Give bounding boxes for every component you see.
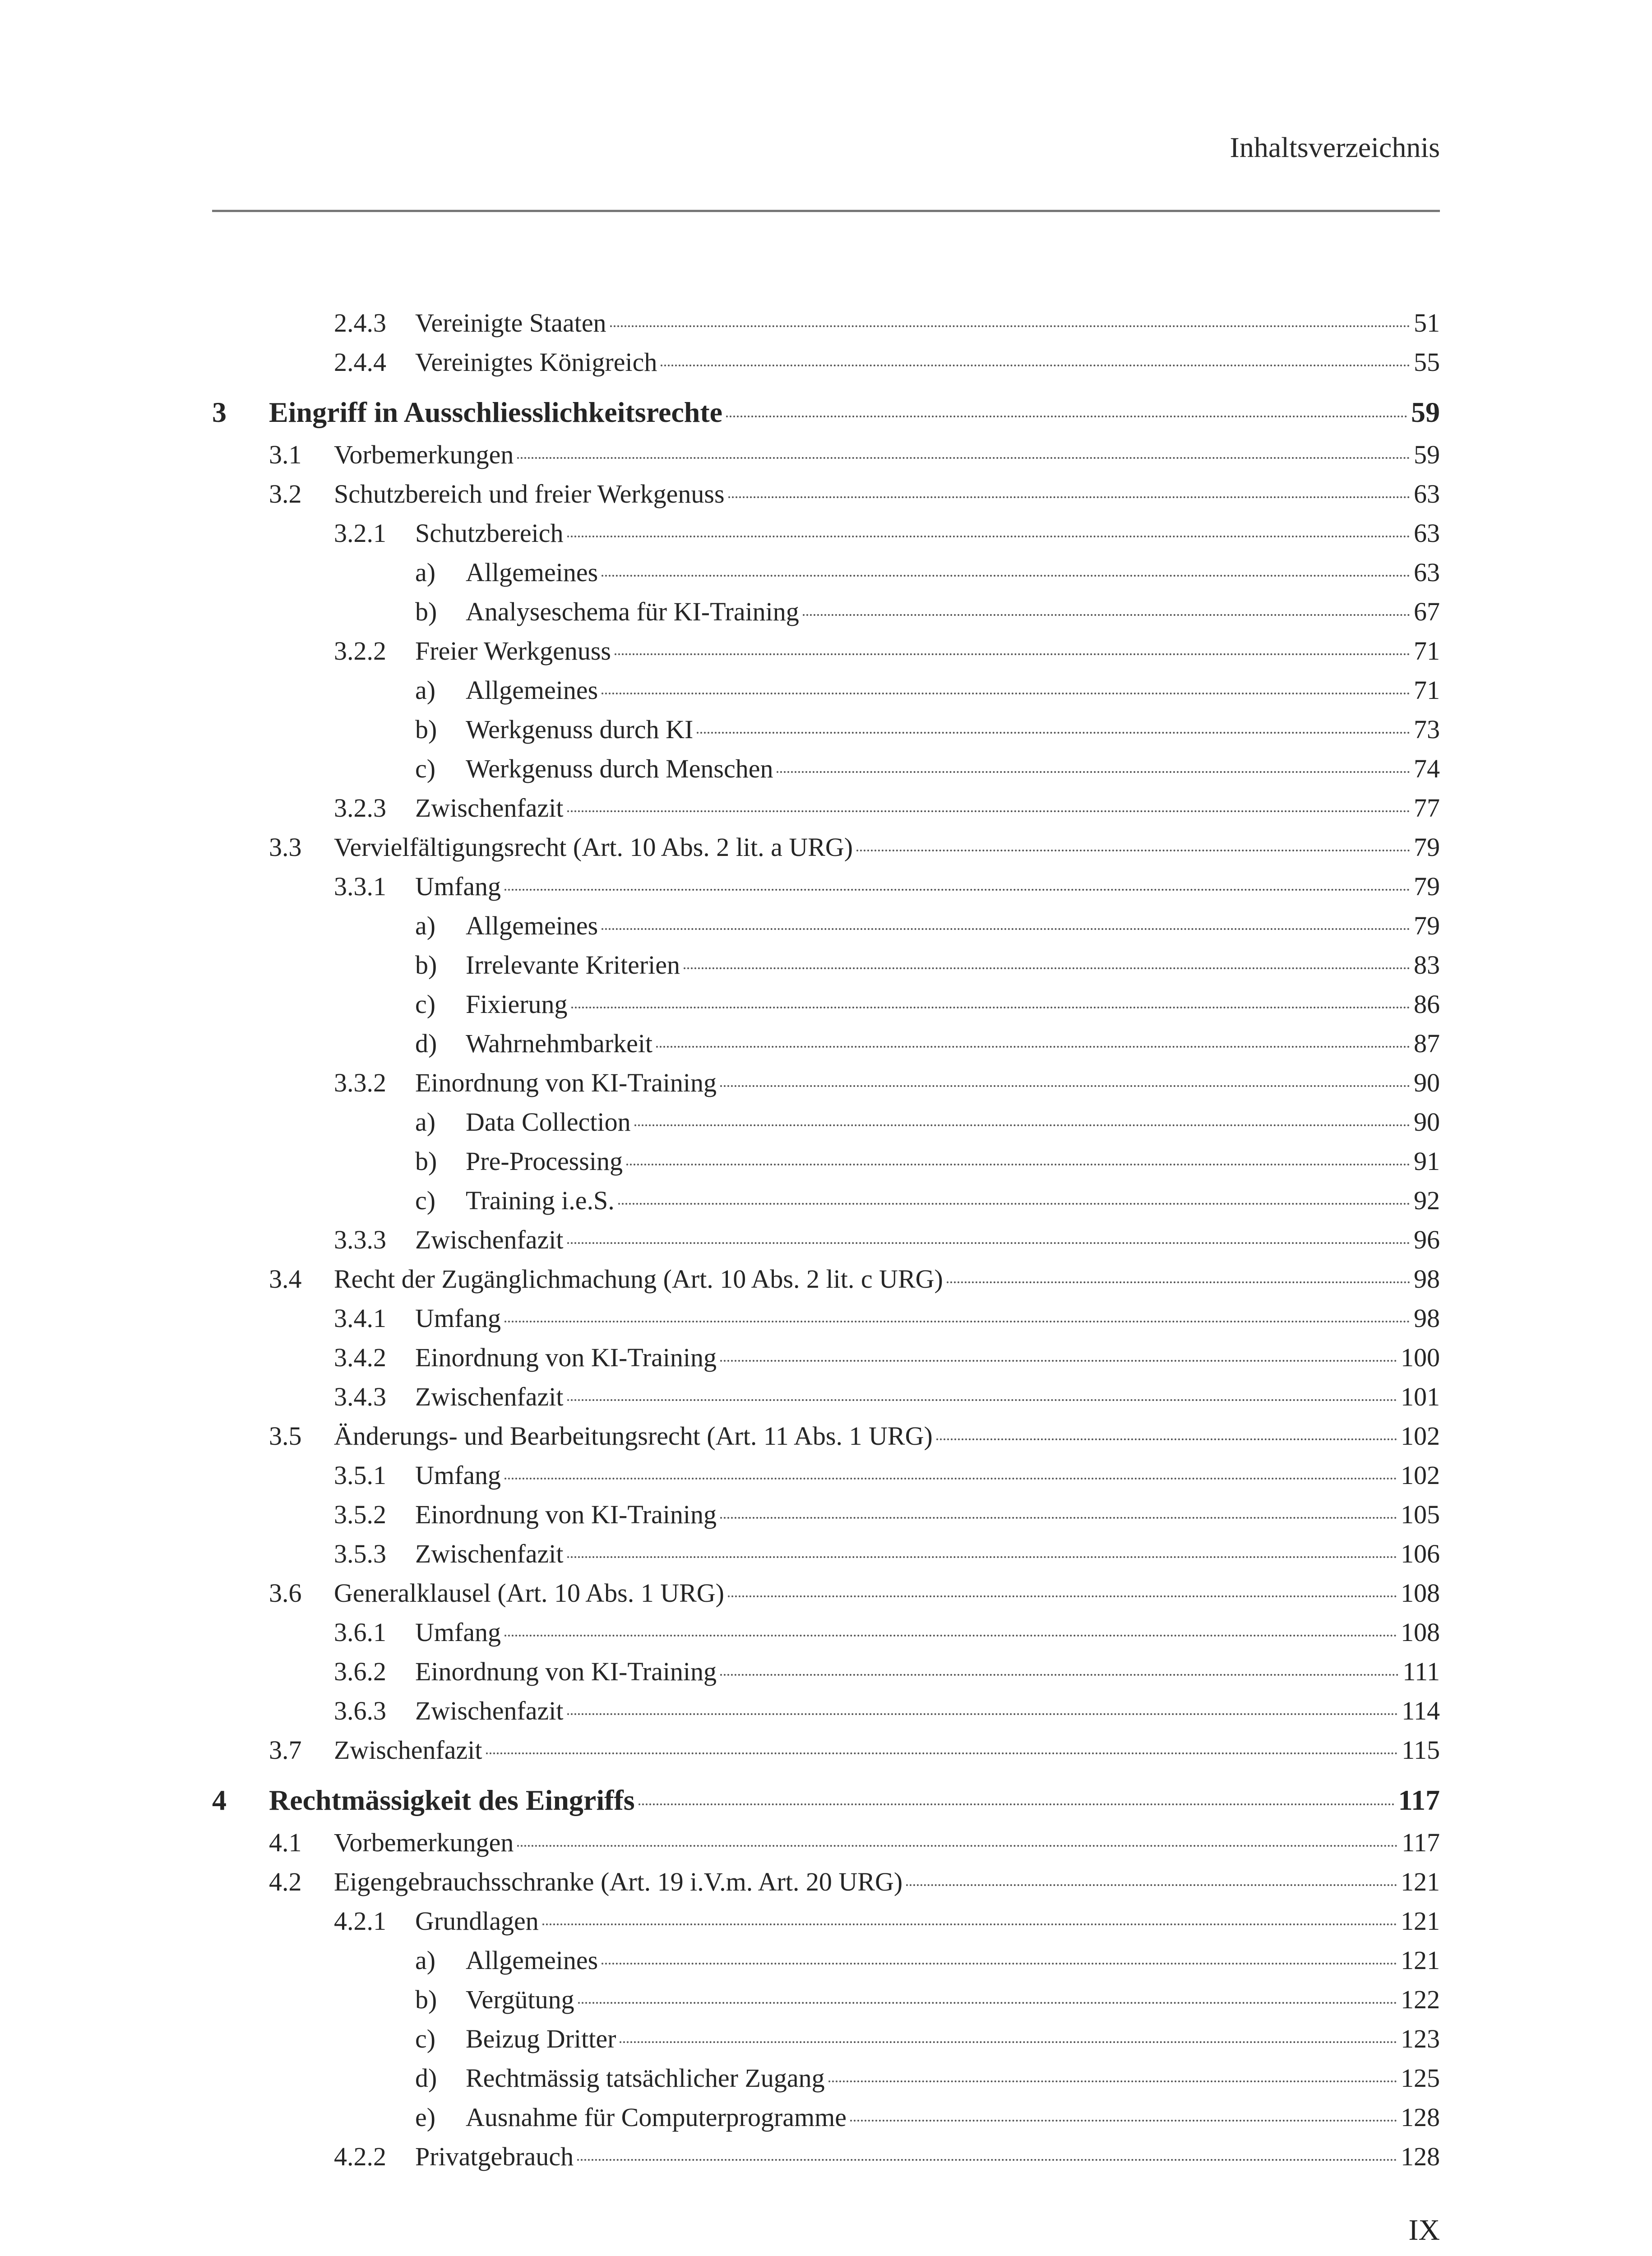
toc-entry-number: 3.4.2 xyxy=(334,1343,386,1372)
toc-entry[interactable] xyxy=(212,1941,1440,1980)
toc-entry-number: 3.3.3 xyxy=(334,1225,386,1254)
toc-entry-number: b) xyxy=(415,1985,437,2014)
toc-entry-title: Schutzbereich xyxy=(415,518,564,548)
toc-entry-number: a) xyxy=(415,1946,436,1975)
toc-entry[interactable] xyxy=(212,1220,1440,1259)
toc-entry[interactable] xyxy=(212,553,1440,592)
toc-entry-number: a) xyxy=(415,675,436,705)
toc-entry-title: Zwischenfazit xyxy=(415,1696,564,1725)
dot-leader xyxy=(618,1203,1410,1205)
dot-leader xyxy=(626,1164,1410,1165)
toc-entry[interactable] xyxy=(212,1534,1440,1573)
toc-entry-number: 4.2.2 xyxy=(334,2142,386,2171)
header-divider xyxy=(212,210,1440,212)
toc-entry-page: 71 xyxy=(1414,636,1440,666)
toc-entry[interactable] xyxy=(212,1456,1440,1495)
dot-leader xyxy=(517,1845,1398,1847)
toc-entry[interactable] xyxy=(212,1416,1440,1456)
toc-entry-number: b) xyxy=(415,597,437,626)
dot-leader xyxy=(517,457,1410,459)
toc-entry-number: 3.5.2 xyxy=(334,1500,386,1529)
toc-entry-title: Werkgenuss durch KI xyxy=(466,715,694,744)
dot-leader xyxy=(578,2002,1397,2004)
toc-entry-number: 3.4.3 xyxy=(334,1382,386,1411)
toc-entry[interactable] xyxy=(212,788,1440,828)
toc-entry[interactable] xyxy=(212,1862,1440,1901)
toc-entry[interactable] xyxy=(212,749,1440,788)
toc-entry-title: Umfang xyxy=(415,1461,501,1490)
toc-entry-title: Analyseschema für KI-Training xyxy=(466,597,799,626)
toc-entry-title: Zwischenfazit xyxy=(334,1735,482,1765)
toc-entry[interactable] xyxy=(212,592,1440,631)
toc-entry-number: 3.3 xyxy=(269,832,302,862)
toc-entry-title: Rechtmässigkeit des Eingriffs xyxy=(269,1784,635,1816)
toc-entry[interactable] xyxy=(212,945,1440,985)
dot-leader xyxy=(720,1674,1399,1676)
toc-entry-page: 101 xyxy=(1401,1382,1440,1411)
toc-entry-page: 73 xyxy=(1414,715,1440,744)
toc-entry-title: Beizug Dritter xyxy=(466,2024,616,2053)
dot-leader xyxy=(639,1803,1395,1805)
toc-entry-title: Änderungs- und Bearbeitungsrecht (Art. 11 Abs. 1 URG) xyxy=(334,1421,933,1451)
toc-entry-page: 98 xyxy=(1414,1304,1440,1333)
toc-entry-title: Ausnahme für Computerprogramme xyxy=(466,2103,847,2132)
dot-leader xyxy=(634,1124,1410,1126)
toc-entry-number: 3.5 xyxy=(269,1421,302,1451)
toc-entry-title: Data Collection xyxy=(466,1107,631,1137)
table-of-contents xyxy=(212,303,1440,2176)
toc-entry[interactable] xyxy=(212,906,1440,945)
toc-entry-title: Eingriff in Ausschliesslichkeitsrechte xyxy=(269,396,723,428)
toc-entry-number: 3.2 xyxy=(269,479,302,509)
toc-entry-number: a) xyxy=(415,558,436,587)
dot-leader xyxy=(504,889,1410,891)
dot-leader xyxy=(856,850,1410,851)
dot-leader xyxy=(728,496,1410,498)
toc-entry-page: 108 xyxy=(1401,1618,1440,1647)
toc-entry-title: Einordnung von KI-Training xyxy=(415,1657,717,1686)
toc-entry-title: Fixierung xyxy=(466,989,568,1019)
toc-entry-page: 114 xyxy=(1402,1696,1440,1725)
dot-leader xyxy=(720,1517,1397,1519)
toc-entry[interactable] xyxy=(212,1338,1440,1377)
toc-entry-title: Einordnung von KI-Training xyxy=(415,1068,717,1097)
toc-entry-page: 128 xyxy=(1401,2103,1440,2132)
toc-entry[interactable] xyxy=(212,1142,1440,1181)
toc-entry-page: 117 xyxy=(1398,1784,1440,1816)
toc-entry-title: Zwischenfazit xyxy=(415,1225,564,1254)
dot-leader xyxy=(567,536,1410,537)
toc-entry-title: Allgemeines xyxy=(466,675,598,705)
toc-entry-number: 3.5.1 xyxy=(334,1461,386,1490)
toc-entry-number: 3.2.2 xyxy=(334,636,386,666)
toc-entry[interactable] xyxy=(212,867,1440,906)
toc-entry-title: Allgemeines xyxy=(466,1946,598,1975)
dot-leader xyxy=(602,1963,1397,1965)
toc-entry[interactable] xyxy=(212,435,1440,474)
toc-entry-number: 3.6.1 xyxy=(334,1618,386,1647)
toc-entry[interactable] xyxy=(212,670,1440,710)
toc-entry-number: 3.4 xyxy=(269,1264,302,1294)
toc-entry-page: 115 xyxy=(1402,1735,1440,1765)
toc-entry-title: Generalklausel (Art. 10 Abs. 1 URG) xyxy=(334,1578,724,1608)
toc-entry[interactable] xyxy=(212,1063,1440,1102)
dot-leader xyxy=(567,1242,1410,1244)
dot-leader xyxy=(542,1923,1397,1925)
toc-entry[interactable] xyxy=(212,303,1440,342)
toc-entry-page: 100 xyxy=(1401,1343,1440,1372)
dot-leader xyxy=(684,967,1410,969)
toc-entry-page: 77 xyxy=(1414,793,1440,823)
toc-entry-page: 96 xyxy=(1414,1225,1440,1254)
toc-entry[interactable] xyxy=(212,2098,1440,2137)
toc-entry[interactable] xyxy=(212,710,1440,749)
toc-entry[interactable] xyxy=(212,1573,1440,1613)
toc-entry[interactable] xyxy=(212,2137,1440,2176)
dot-leader xyxy=(720,1085,1410,1087)
dot-leader xyxy=(615,653,1410,655)
dot-leader xyxy=(936,1438,1397,1440)
toc-entry-number: 3.2.3 xyxy=(334,793,386,823)
dot-leader xyxy=(697,732,1410,734)
toc-entry-title: Allgemeines xyxy=(466,911,598,940)
dot-leader xyxy=(602,693,1410,694)
toc-entry-title: Umfang xyxy=(415,1304,501,1333)
toc-entry-number: 3.4.1 xyxy=(334,1304,386,1333)
toc-entry-title: Schutzbereich und freier Werkgenuss xyxy=(334,479,725,509)
toc-entry-page: 121 xyxy=(1401,1946,1440,1975)
dot-leader xyxy=(777,771,1410,773)
toc-entry-number: 4.1 xyxy=(269,1828,302,1857)
toc-entry[interactable] xyxy=(212,2058,1440,2098)
toc-entry[interactable] xyxy=(212,985,1440,1024)
toc-entry-page: 79 xyxy=(1414,911,1440,940)
toc-entry-page: 117 xyxy=(1402,1828,1440,1857)
toc-entry-page: 59 xyxy=(1414,440,1440,469)
toc-entry-number: 3.2.1 xyxy=(334,518,386,548)
toc-entry[interactable] xyxy=(212,1613,1440,1652)
toc-entry-title: Zwischenfazit xyxy=(415,1539,564,1568)
toc-entry-title: Privatgebrauch xyxy=(415,2142,574,2171)
toc-entry-page: 108 xyxy=(1401,1578,1440,1608)
toc-entry[interactable] xyxy=(212,1102,1440,1142)
toc-entry[interactable] xyxy=(212,1495,1440,1534)
toc-entry-title: Einordnung von KI-Training xyxy=(415,1500,717,1529)
toc-entry-number: c) xyxy=(415,2024,436,2053)
running-header-title: Inhaltsverzeichnis xyxy=(1230,131,1440,163)
toc-entry-page: 121 xyxy=(1401,1906,1440,1936)
toc-entry-page: 83 xyxy=(1414,950,1440,980)
toc-entry[interactable] xyxy=(212,1259,1440,1299)
toc-entry[interactable] xyxy=(212,1299,1440,1338)
dot-leader xyxy=(571,1007,1410,1008)
toc-entry-number: c) xyxy=(415,1186,436,1215)
toc-entry[interactable] xyxy=(212,1980,1440,2019)
toc-entry-page: 121 xyxy=(1401,1867,1440,1896)
toc-entry-title: Umfang xyxy=(415,1618,501,1647)
toc-entry-page: 74 xyxy=(1414,754,1440,783)
toc-entry-number: d) xyxy=(415,2063,437,2093)
toc-entry-title: Eigengebrauchsschranke (Art. 19 i.V.m. Art. 20 URG) xyxy=(334,1867,903,1896)
toc-entry[interactable] xyxy=(212,2019,1440,2058)
toc-entry-title: Vorbemerkungen xyxy=(334,440,514,469)
dot-leader xyxy=(567,810,1410,812)
toc-entry-page: 102 xyxy=(1401,1461,1440,1490)
toc-entry-page: 106 xyxy=(1401,1539,1440,1568)
dot-leader xyxy=(947,1281,1410,1283)
dot-leader xyxy=(906,1884,1397,1886)
toc-entry-page: 59 xyxy=(1411,396,1440,428)
toc-chapter-entry[interactable] xyxy=(212,1778,1440,1823)
toc-entry-number: 3.3.2 xyxy=(334,1068,386,1097)
toc-entry[interactable] xyxy=(212,1691,1440,1730)
toc-entry-number: 3.5.3 xyxy=(334,1539,386,1568)
dot-leader xyxy=(504,1478,1397,1479)
toc-entry-number: 3.7 xyxy=(269,1735,302,1765)
toc-entry-title: Wahrnehmbarkeit xyxy=(466,1029,653,1058)
toc-entry-page: 90 xyxy=(1414,1107,1440,1137)
dot-leader xyxy=(567,1713,1398,1715)
toc-entry-title: Zwischenfazit xyxy=(415,1382,564,1411)
toc-entry-page: 87 xyxy=(1414,1029,1440,1058)
toc-entry-page: 67 xyxy=(1414,597,1440,626)
toc-entry[interactable] xyxy=(212,1730,1440,1770)
toc-entry-number: 3 xyxy=(212,396,227,428)
toc-entry-page: 51 xyxy=(1414,308,1440,337)
toc-entry-title: Grundlagen xyxy=(415,1906,539,1936)
toc-entry-title: Irrelevante Kriterien xyxy=(466,950,680,980)
toc-entry-title: Vergütung xyxy=(466,1985,574,2014)
toc-entry-title: Rechtmässig tatsächlicher Zugang xyxy=(466,2063,825,2093)
toc-entry-number: 4.2 xyxy=(269,1867,302,1896)
toc-entry-number: b) xyxy=(415,1146,437,1176)
dot-leader xyxy=(567,1399,1397,1401)
toc-entry[interactable] xyxy=(212,1823,1440,1862)
toc-entry-page: 123 xyxy=(1401,2024,1440,2053)
toc-entry-number: 4.2.1 xyxy=(334,1906,386,1936)
toc-entry-page: 122 xyxy=(1401,1985,1440,2014)
toc-entry-page: 63 xyxy=(1414,558,1440,587)
toc-entry-page: 90 xyxy=(1414,1068,1440,1097)
toc-entry-number: d) xyxy=(415,1029,437,1058)
toc-entry[interactable] xyxy=(212,1377,1440,1416)
toc-entry[interactable] xyxy=(212,1652,1440,1691)
dot-leader xyxy=(803,614,1410,616)
toc-entry[interactable] xyxy=(212,631,1440,670)
toc-entry-page: 128 xyxy=(1401,2142,1440,2171)
dot-leader xyxy=(828,2080,1397,2082)
toc-entry-number: 3.3.1 xyxy=(334,872,386,901)
toc-entry-title: Vereinigtes Königreich xyxy=(415,347,657,377)
toc-entry-number: 3.1 xyxy=(269,440,302,469)
toc-entry-number: c) xyxy=(415,754,436,783)
dot-leader xyxy=(850,2120,1397,2122)
dot-leader xyxy=(602,575,1410,577)
toc-entry[interactable] xyxy=(212,342,1440,382)
dot-leader xyxy=(504,1635,1397,1637)
toc-entry-page: 105 xyxy=(1401,1500,1440,1529)
toc-entry-title: Pre-Processing xyxy=(466,1146,623,1176)
toc-entry-page: 79 xyxy=(1414,872,1440,901)
dot-leader xyxy=(504,1321,1410,1322)
dot-leader xyxy=(486,1752,1398,1754)
toc-entry-title: Recht der Zugänglichmachung (Art. 10 Abs. 2 lit. c URG) xyxy=(334,1264,943,1294)
toc-entry-title: Zwischenfazit xyxy=(415,793,564,823)
toc-entry-title: Vereinigte Staaten xyxy=(415,308,606,337)
toc-entry-title: Vorbemerkungen xyxy=(334,1828,514,1857)
toc-entry-number: b) xyxy=(415,715,437,744)
toc-entry-title: Freier Werkgenuss xyxy=(415,636,611,666)
toc-entry-number: 3.6.3 xyxy=(334,1696,386,1725)
toc-entry-title: Vervielfältigungsrecht (Art. 10 Abs. 2 lit. a URG) xyxy=(334,832,853,862)
toc-entry-page: 125 xyxy=(1401,2063,1440,2093)
toc-entry-number: 3.6.2 xyxy=(334,1657,386,1686)
toc-entry[interactable] xyxy=(212,513,1440,553)
toc-entry[interactable] xyxy=(212,474,1440,513)
toc-entry[interactable] xyxy=(212,828,1440,867)
dot-leader xyxy=(656,1046,1410,1048)
dot-leader xyxy=(602,928,1410,930)
dot-leader xyxy=(620,2041,1397,2043)
toc-entry-number: 2.4.4 xyxy=(334,347,386,377)
toc-entry[interactable] xyxy=(212,1901,1440,1941)
toc-entry-page: 63 xyxy=(1414,518,1440,548)
toc-entry-page: 55 xyxy=(1414,347,1440,377)
toc-entry-title: Einordnung von KI-Training xyxy=(415,1343,717,1372)
page-number: IX xyxy=(1408,2214,1440,2247)
toc-entry[interactable] xyxy=(212,1024,1440,1063)
dot-leader xyxy=(577,2159,1397,2161)
toc-entry-number: 4 xyxy=(212,1784,227,1816)
toc-entry-number: a) xyxy=(415,911,436,940)
toc-entry-page: 63 xyxy=(1414,479,1440,509)
dot-leader xyxy=(726,416,1407,417)
toc-entry-number: 3.6 xyxy=(269,1578,302,1608)
toc-entry-number: b) xyxy=(415,950,437,980)
toc-entry-title: Training i.e.S. xyxy=(466,1186,615,1215)
toc-entry-title: Allgemeines xyxy=(466,558,598,587)
toc-entry-page: 86 xyxy=(1414,989,1440,1019)
dot-leader xyxy=(610,325,1410,327)
toc-entry-number: a) xyxy=(415,1107,436,1137)
dot-leader xyxy=(661,365,1410,366)
toc-entry-page: 111 xyxy=(1402,1657,1440,1686)
toc-chapter-entry[interactable] xyxy=(212,390,1440,435)
dot-leader xyxy=(567,1556,1397,1558)
toc-entry-title: Werkgenuss durch Menschen xyxy=(466,754,773,783)
toc-entry[interactable] xyxy=(212,1181,1440,1220)
toc-entry-number: c) xyxy=(415,989,436,1019)
dot-leader xyxy=(720,1360,1397,1362)
toc-entry-number: 2.4.3 xyxy=(334,308,386,337)
toc-entry-page: 91 xyxy=(1414,1146,1440,1176)
dot-leader xyxy=(728,1595,1397,1597)
toc-entry-page: 92 xyxy=(1414,1186,1440,1215)
toc-entry-title: Umfang xyxy=(415,872,501,901)
toc-entry-page: 102 xyxy=(1401,1421,1440,1451)
toc-entry-page: 98 xyxy=(1414,1264,1440,1294)
toc-entry-page: 79 xyxy=(1414,832,1440,862)
toc-entry-number: e) xyxy=(415,2103,436,2132)
toc-entry-page: 71 xyxy=(1414,675,1440,705)
